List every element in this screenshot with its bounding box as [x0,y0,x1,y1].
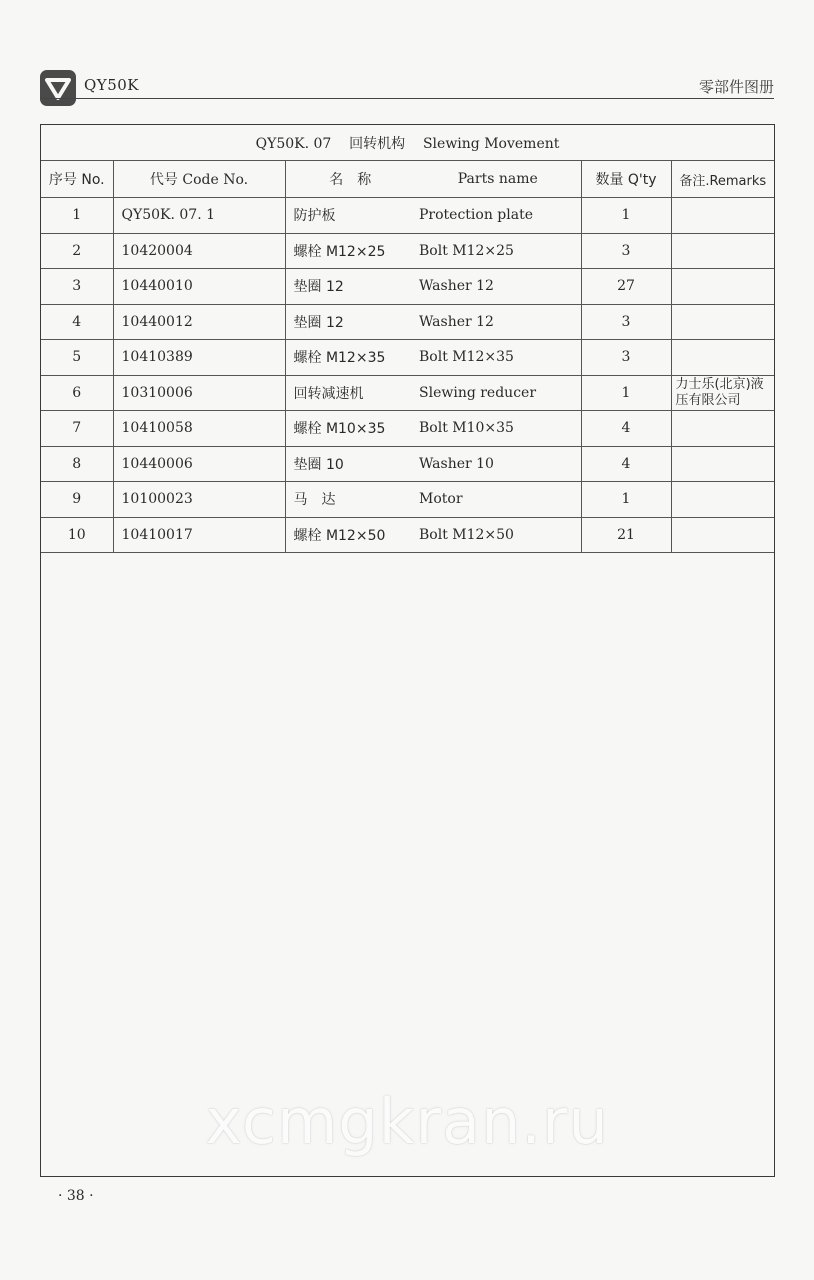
cell-name-cn: 垫圈 12 [285,304,415,340]
cell-qty: 1 [581,198,671,234]
cell-no: 5 [41,340,113,376]
cell-remarks [671,517,774,553]
col-header-name-en: Parts name [415,161,581,198]
cell-remarks: 力士乐(北京)液压有限公司 [671,375,774,411]
cell-code: 10310006 [113,375,285,411]
cell-remarks [671,269,774,305]
cell-name-en: Motor [415,482,581,518]
cell-no: 4 [41,304,113,340]
cell-name-en: Washer 12 [415,269,581,305]
cell-name-cn: 螺栓 M12×25 [285,233,415,269]
cell-name-en: Protection plate [415,198,581,234]
cell-name-en: Bolt M12×50 [415,517,581,553]
cell-code: 10410058 [113,411,285,447]
cell-code: 10440006 [113,446,285,482]
cell-name-cn: 防护板 [285,198,415,234]
table-row [41,233,774,269]
cell-code: 10440012 [113,304,285,340]
cell-code: QY50K. 07. 1 [113,198,285,234]
cell-name-cn: 垫圈 12 [285,269,415,305]
cell-no: 6 [41,375,113,411]
cell-qty: 3 [581,340,671,376]
table-row [41,304,774,340]
table-row [41,375,774,411]
cell-no: 9 [41,482,113,518]
cell-no: 7 [41,411,113,447]
cell-name-cn: 螺栓 M12×50 [285,517,415,553]
table-row [41,411,774,447]
cell-name-cn: 马 达 [285,482,415,518]
col-header-remarks: 备注.Remarks [671,161,774,198]
cell-name-en: Slewing reducer [415,375,581,411]
cell-remarks [671,411,774,447]
cell-no: 3 [41,269,113,305]
assembly-code: QY50K. 07 [255,135,332,152]
cell-qty: 4 [581,446,671,482]
cell-remarks [671,340,774,376]
parts-frame [40,124,775,1177]
book-title: 零部件图册 [698,78,774,96]
cell-no: 1 [41,198,113,234]
cell-name-cn: 螺栓 M12×35 [285,340,415,376]
header-divider [40,98,774,99]
cell-remarks [671,233,774,269]
col-header-no: 序号 No. [41,161,113,198]
cell-name-en: Washer 10 [415,446,581,482]
table-row [41,446,774,482]
cell-qty: 3 [581,304,671,340]
table-header-row [41,161,774,198]
cell-name-en: Washer 12 [415,304,581,340]
cell-no: 10 [41,517,113,553]
cell-code: 10440010 [113,269,285,305]
page-number: · 38 · [58,1188,94,1204]
parts-table [41,125,774,553]
cell-qty: 1 [581,375,671,411]
cell-name-en: Bolt M12×25 [415,233,581,269]
table-row [41,482,774,518]
cell-remarks [671,482,774,518]
brand-logo-icon [40,70,76,106]
watermark: xcmgkran.ru [205,1085,609,1158]
model-name: QY50K [84,76,139,94]
cell-name-en: Bolt M10×35 [415,411,581,447]
cell-remarks [671,198,774,234]
cell-name-cn: 垫圈 10 [285,446,415,482]
cell-qty: 21 [581,517,671,553]
table-row [41,340,774,376]
col-header-name-cn: 名 称 [285,161,415,198]
cell-code: 10410017 [113,517,285,553]
cell-qty: 4 [581,411,671,447]
col-header-qty: 数量 Q'ty [581,161,671,198]
cell-name-en: Bolt M12×35 [415,340,581,376]
assembly-name-en: Slewing Movement [422,135,560,152]
cell-name-cn: 回转减速机 [285,375,415,411]
col-header-code: 代号 Code No. [113,161,285,198]
table-row [41,517,774,553]
assembly-name-cn: 回转机构 [349,135,406,152]
cell-qty: 27 [581,269,671,305]
cell-code: 10420004 [113,233,285,269]
table-row [41,198,774,234]
cell-remarks [671,304,774,340]
cell-no: 8 [41,446,113,482]
cell-qty: 3 [581,233,671,269]
cell-remarks [671,446,774,482]
cell-no: 2 [41,233,113,269]
cell-code: 10410389 [113,340,285,376]
cell-name-cn: 螺栓 M10×35 [285,411,415,447]
cell-qty: 1 [581,482,671,518]
cell-code: 10100023 [113,482,285,518]
table-title [41,125,774,161]
table-row [41,269,774,305]
table-title-row [41,125,774,161]
